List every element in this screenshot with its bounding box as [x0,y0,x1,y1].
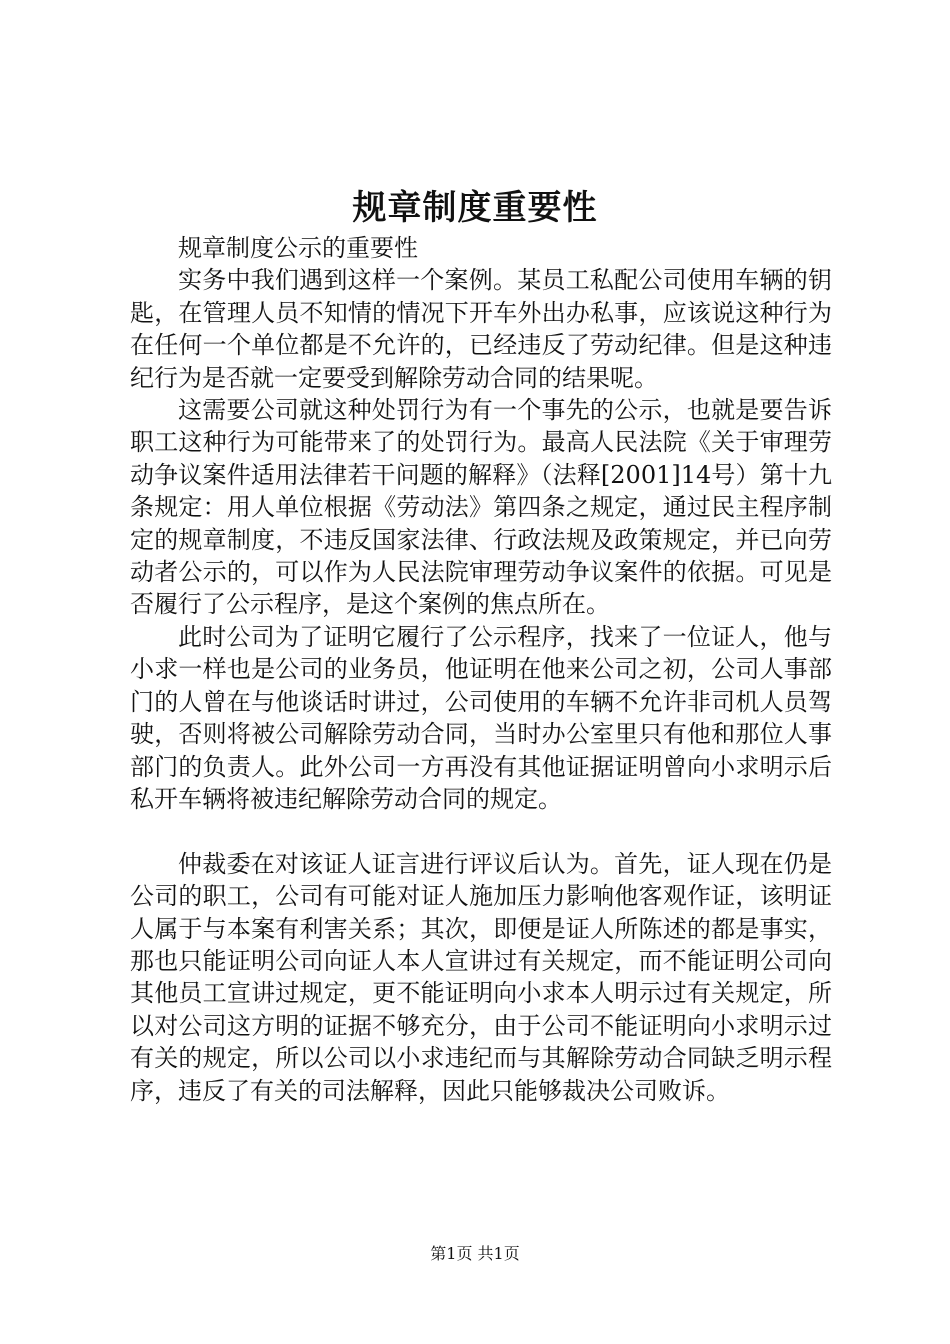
body-paragraph: 这需要公司就这种处罚行为有一个事先的公示，也就是要告诉职工这种行为可能带来了的处罚行为。最高人民法院《关于审理劳动争议案件适用法律若干问题的解释》（法释[2001]14号）第十九条规定：用人单位根据《劳动法》第四条之规定，通过民主程序制定的规章制度，不违反国家法律、行政法规及政策规定，并已向劳动者公示的，可以作为人民法院审理劳动争议案件的依据。可见是否履行了公示程序，是这个案例的焦点所在。 [130,396,832,619]
body-paragraph: 此时公司为了证明它履行了公示程序，找来了一位证人，他与小求一样也是公司的业务员，他证明在他来公司之初，公司人事部门的人曾在与他谈话时讲过，公司使用的车辆不允许非司机人员驾驶，否则将被公司解除劳动合同，当时办公室里只有他和那位人事部门的负责人。此外公司一方再没有其他证据证明曾向小求明示后私开车辆将被违纪解除劳动合同的规定。 [130,622,832,813]
subtitle-paragraph: 规章制度公示的重要性 [178,234,418,262]
page-footer: 第1页 共1页 [430,1244,520,1263]
document-title: 规章制度重要性 [352,188,598,228]
body-paragraph: 实务中我们遇到这样一个案例。某员工私配公司使用车辆的钥匙，在管理人员不知情的情况下开车外出办私事，应该说这种行为在任何一个单位都是不允许的，已经违反了劳动纪律。但是这种违纪行为是否就一定要受到解除劳动合同的结果呢。 [130,266,832,392]
body-paragraph: 仲裁委在对该证人证言进行评议后认为。首先，证人现在仍是公司的职工，公司有可能对证人施加压力影响他客观作证，该明证人属于与本案有利害关系；其次，即便是证人所陈述的都是事实，那也只能证明公司向证人本人宣讲过有关规定，而不能证明公司向其他员工宣讲过规定，更不能证明向小求本人明示过有关规定，所以对公司这方明的证据不够充分，由于公司不能证明向小求明示过有关的规定，所以公司以小求违纪而与其解除劳动合同缺乏明示程序，违反了有关的司法解释，因此只能够裁决公司败诉。 [130,849,832,1105]
document-body [130,232,832,1107]
